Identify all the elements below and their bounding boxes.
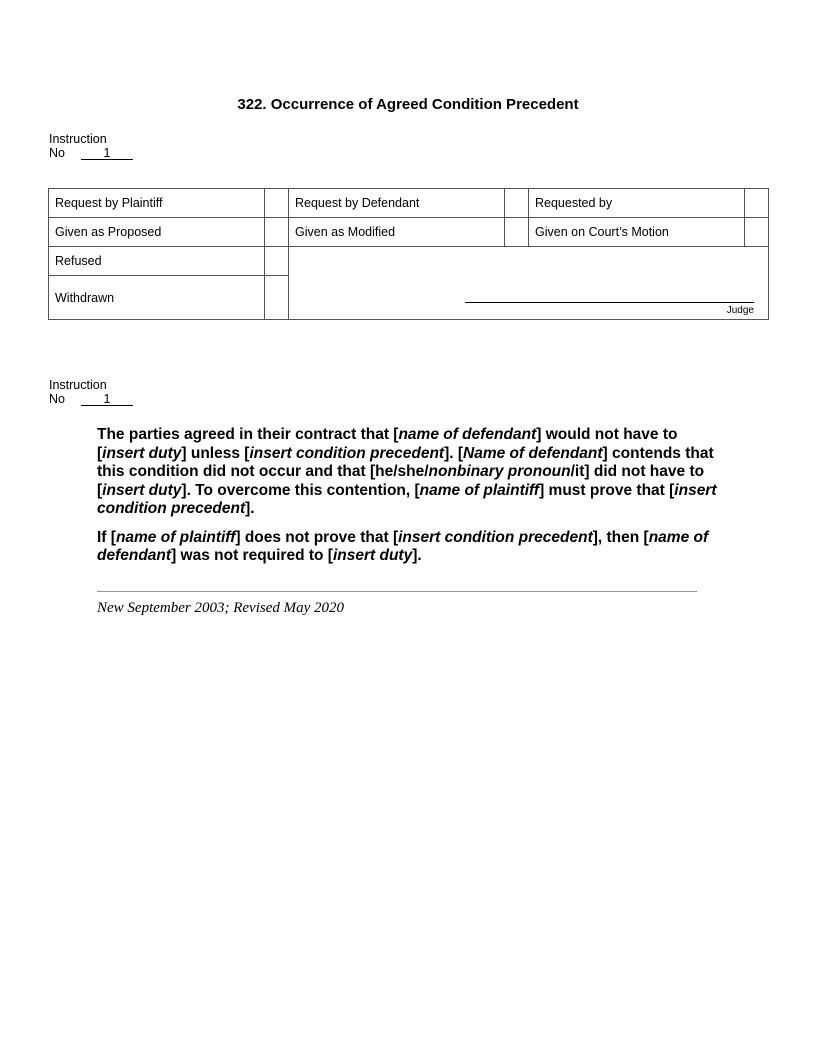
instruction-no-value: 1 — [81, 147, 133, 160]
refused-checkbox[interactable] — [265, 247, 289, 276]
instruction-text: ] does not prove that [ — [235, 528, 399, 546]
instruction-no-label: No — [49, 392, 65, 406]
judge-signature-line[interactable] — [465, 302, 754, 303]
given-as-modified-checkbox[interactable] — [505, 218, 529, 247]
request-by-plaintiff-label: Request by Plaintiff — [49, 189, 265, 218]
instruction-body — [97, 426, 722, 576]
given-on-courts-motion-checkbox[interactable] — [745, 218, 769, 247]
instruction-text: ], then [ — [592, 528, 649, 546]
placeholder-text: insert condition precedent — [97, 481, 717, 517]
instruction-text: /it] did not have to [ — [97, 463, 705, 499]
instruction-text: ] contends that this condition did not occur and that [he/she/ — [97, 444, 714, 480]
placeholder-text: insert duty — [102, 444, 182, 462]
placeholder-text: name of defendant — [398, 426, 537, 443]
withdrawn-checkbox[interactable] — [265, 276, 289, 320]
placeholder-text: insert duty — [102, 481, 182, 499]
request-by-defendant-checkbox[interactable] — [505, 189, 529, 218]
judge-signature-area — [289, 247, 769, 320]
placeholder-text: nonbinary pronoun — [428, 463, 571, 480]
page-title: 322. Occurrence of Agreed Condition Precedent — [237, 96, 579, 113]
instruction-text: ]. — [412, 547, 422, 564]
instruction-text: The parties agreed in their contract that [ — [97, 426, 399, 443]
given-on-courts-motion-label: Given on Court’s Motion — [529, 218, 745, 247]
instruction-text: ] must prove that [ — [539, 481, 675, 499]
instruction-paragraph-1 — [97, 426, 722, 519]
placeholder-text: name of defendant — [97, 528, 709, 564]
instruction-no-row — [49, 392, 133, 406]
given-as-proposed-checkbox[interactable] — [265, 218, 289, 247]
instruction-text: ]. [ — [444, 444, 464, 462]
withdrawn-label: Withdrawn — [49, 276, 265, 320]
instruction-paragraph-2 — [97, 529, 722, 566]
instruction-text: ]. — [245, 500, 255, 517]
placeholder-text: Name of defendant — [463, 444, 603, 462]
instruction-no-label: No — [49, 146, 65, 160]
instruction-text: ] was not required to [ — [171, 547, 333, 564]
instruction-text: ]. To overcome this contention, [ — [181, 481, 420, 499]
instruction-text: If [ — [97, 528, 116, 546]
placeholder-text: name of plaintiff — [115, 528, 236, 546]
instruction-text: ] unless [ — [181, 444, 250, 462]
requested-by-checkbox[interactable] — [745, 189, 769, 218]
given-as-proposed-label: Given as Proposed — [49, 218, 265, 247]
instruction-no-value: 1 — [81, 393, 133, 406]
given-as-modified-label: Given as Modified — [289, 218, 505, 247]
placeholder-text: insert condition precedent — [249, 444, 445, 462]
request-by-defendant-label: Request by Defendant — [289, 189, 505, 218]
instruction-label: Instruction — [49, 378, 107, 392]
instruction-no-row — [49, 146, 133, 160]
request-by-plaintiff-checkbox[interactable] — [265, 189, 289, 218]
instruction-number-top — [49, 132, 133, 160]
revision-history: New September 2003; Revised May 2020 — [97, 600, 345, 616]
refused-label: Refused — [49, 247, 265, 276]
judge-label: Judge — [726, 305, 754, 316]
requested-by-label: Requested by — [529, 189, 745, 218]
instruction-text: ] would not have to [ — [97, 426, 678, 462]
placeholder-text: insert condition precedent — [398, 528, 593, 546]
placeholder-text: name of plaintiff — [419, 481, 540, 499]
divider — [97, 591, 697, 592]
instruction-label: Instruction — [49, 132, 107, 146]
request-table — [48, 188, 769, 320]
instruction-number-bottom — [49, 378, 133, 406]
placeholder-text: insert duty — [332, 547, 413, 564]
